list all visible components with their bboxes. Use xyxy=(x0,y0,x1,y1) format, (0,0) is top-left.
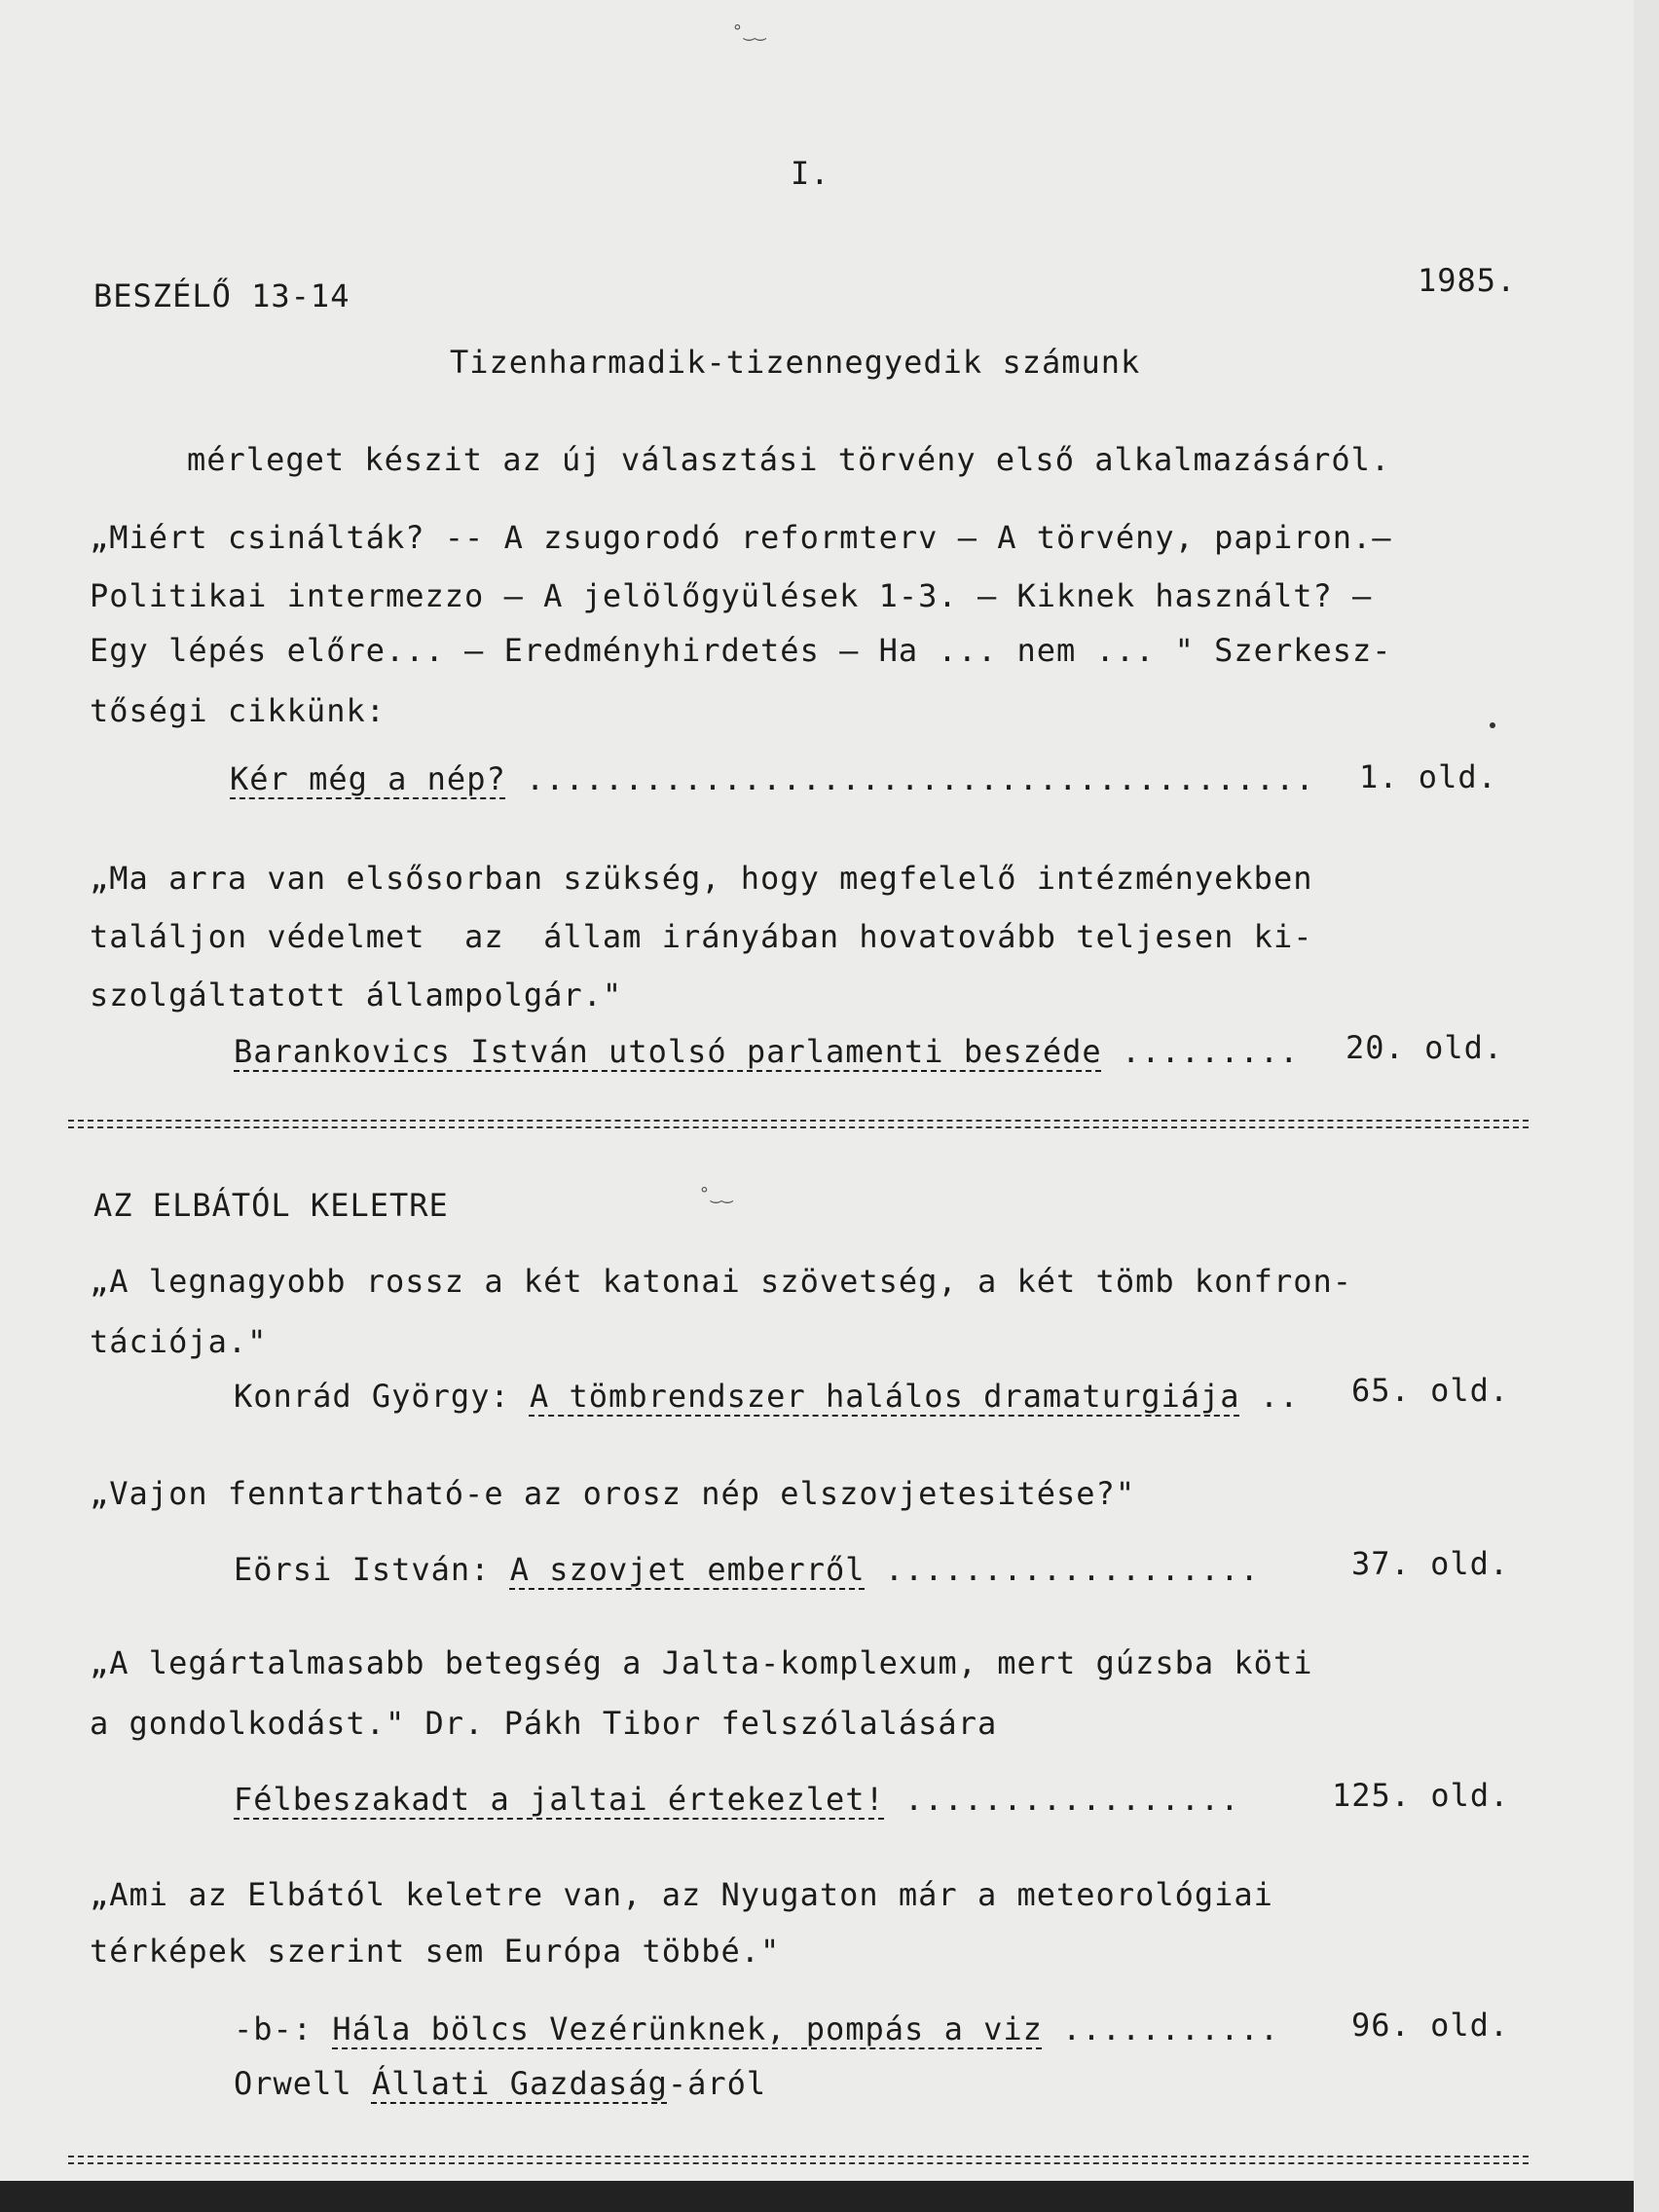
heading-line-2: mérleget készit az új választási törvény első alkalmazásáról. xyxy=(187,441,1391,478)
page-numeral: I. xyxy=(791,155,830,192)
publication-title: BESZÉLŐ 13-14 xyxy=(93,277,350,314)
toc-entry-author: Eörsi István: xyxy=(234,1551,510,1588)
quote-line: „Ma arra van elsősorban szükség, hogy megfelelő intézményekben xyxy=(90,860,1313,897)
quote-line: tációja." xyxy=(90,1323,268,1360)
toc-page-ref: 96. old. xyxy=(1351,2007,1510,2044)
heading-line-1: Tizenharmadik-tizennegyedik számunk xyxy=(450,344,1141,381)
toc-page-ref: 65. old. xyxy=(1351,1372,1510,1409)
quote-line: Egy lépés előre... — Eredményhirdetés — Ha ... nem ... " Szerkesz- xyxy=(90,632,1392,669)
ink-smudge: °‿‿ xyxy=(732,21,767,42)
toc-entry-title: Barankovics István utolsó parlamenti beszéde xyxy=(234,1033,1102,1070)
subtitle-prefix: Orwell xyxy=(234,2065,372,2102)
toc-entry-title: Hála bölcs Vezérünknek, pompás a viz xyxy=(332,2010,1043,2047)
toc-entry-subtitle xyxy=(234,2065,767,2102)
toc-entry xyxy=(234,2010,1300,2047)
subtitle-book-title: Állati Gazdaság xyxy=(371,2065,668,2102)
section-divider xyxy=(68,1120,1529,1128)
subtitle-suffix: -áról xyxy=(667,2065,767,2102)
toc-page-ref: 1. old. xyxy=(1359,758,1497,795)
toc-page-ref: 20. old. xyxy=(1346,1029,1504,1066)
toc-leader: ........... xyxy=(1042,2010,1300,2047)
ink-smudge: °‿‿ xyxy=(699,1184,734,1204)
toc-entry-title: A tömbrendszer halálos dramaturgiája xyxy=(529,1378,1240,1415)
toc-leader: .. xyxy=(1239,1378,1319,1415)
toc-entry xyxy=(234,1033,1319,1070)
quote-line: „Ami az Elbától keletre van, az Nyugaton már a meteorológiai xyxy=(90,1876,1273,1913)
toc-leader: ........................................ xyxy=(505,760,1335,797)
toc-entry xyxy=(234,1551,1280,1588)
toc-entry-title: A szovjet emberről xyxy=(509,1551,866,1588)
quote-line: Politikai intermezzo — A jelölőgyülések 1-3. — Kiknek használt? — xyxy=(90,577,1373,614)
toc-leader: ................... xyxy=(865,1551,1280,1588)
scan-edge xyxy=(0,2181,1659,2212)
toc-entry-title: Félbeszakadt a jaltai értekezlet! xyxy=(234,1781,885,1818)
toc-page-ref: 125. old. xyxy=(1332,1777,1510,1814)
toc-entry-author: Konrád György: xyxy=(234,1378,530,1415)
toc-entry xyxy=(230,760,1335,797)
quote-line: térképek szerint sem Európa többé." xyxy=(90,1933,781,1970)
quote-line: találjon védelmet az állam irányában hovatovább teljesen ki- xyxy=(90,918,1313,955)
toc-page-ref: 37. old. xyxy=(1351,1545,1510,1582)
toc-entry-title: Kér még a nép? xyxy=(230,760,506,797)
toc-entry xyxy=(234,1781,1260,1818)
toc-leader: ................. xyxy=(884,1781,1260,1818)
section-title: AZ ELBÁTÓL KELETRE xyxy=(93,1187,449,1224)
quote-line: „Vajon fenntartható-e az orosz nép elszovjetesitése?" xyxy=(90,1475,1136,1512)
quote-line: „A legnagyobb rossz a két katonai szövetség, a két tömb konfron- xyxy=(90,1263,1352,1300)
quote-line: a gondolkodást." Dr. Pákh Tibor felszólalására xyxy=(90,1705,998,1742)
toc-entry-author: -b-: xyxy=(234,2010,333,2047)
quote-line: „A legártalmasabb betegség a Jalta-komplexum, mert gúzsba köti xyxy=(90,1644,1313,1681)
quote-line: tőségi cikkünk: xyxy=(90,692,386,729)
quote-line: „Miért csinálták? -- A zsugorodó reformterv — A törvény, papiron.— xyxy=(90,519,1392,556)
toc-entry xyxy=(234,1378,1319,1415)
quote-line: szolgáltatott állampolgár." xyxy=(90,977,623,1014)
toc-leader: ......... xyxy=(1101,1033,1319,1070)
stray-dot xyxy=(1490,722,1495,728)
publication-year: 1985. xyxy=(1418,262,1517,299)
section-divider xyxy=(68,2156,1529,2164)
